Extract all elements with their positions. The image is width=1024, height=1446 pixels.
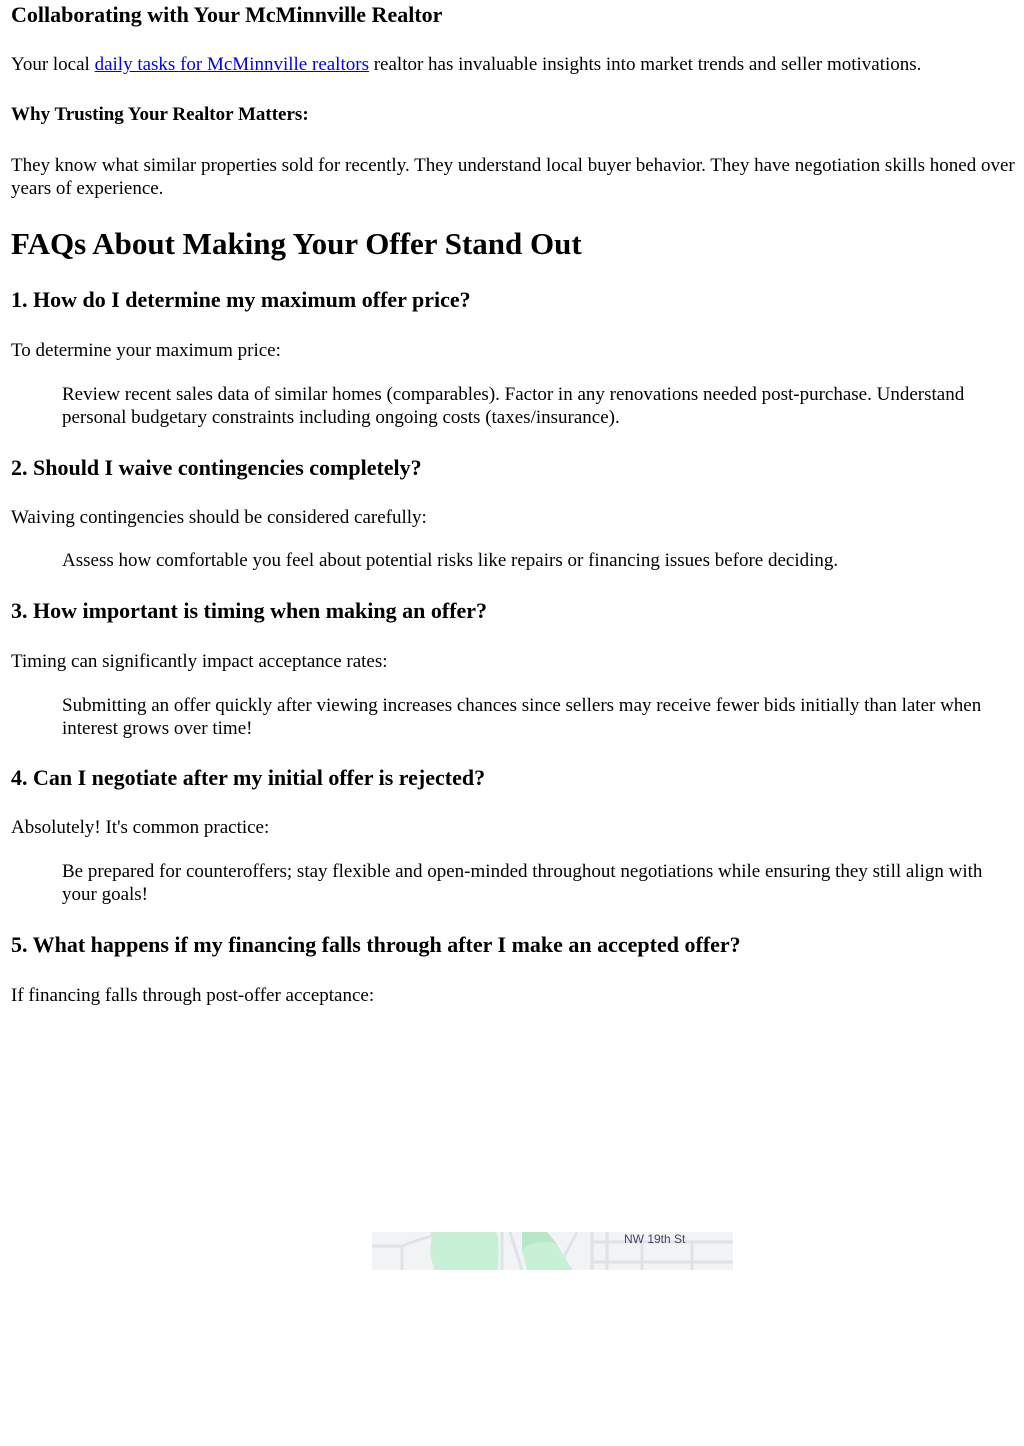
collab-intro <box>11 53 921 76</box>
faq-question-5: 5. What happens if my financing falls through after I make an accepted offer? <box>11 932 741 957</box>
faq-lead-5: If financing falls through post-offer acceptance: <box>11 985 375 1006</box>
collab-title: Collaborating with Your McMinnville Realtor <box>11 2 443 27</box>
faq-heading: FAQs About Making Your Offer Stand Out <box>11 226 582 261</box>
why-trusting-body: They know what similar properties sold for recently. They understand local buyer behavior. They have negotiation skills honed over years of experience. <box>11 155 1015 199</box>
faq-question-2: 2. Should I waive contingencies completely? <box>11 455 422 480</box>
map-park-1 <box>430 1232 499 1270</box>
faq-lead-1: To determine your maximum price: <box>11 340 281 361</box>
faq-lead-2: Waiving contingencies should be considered carefully: <box>11 507 427 528</box>
faq-detail-3: Submitting an offer quickly after viewing increases chances since sellers may receive fewer bids initially than later when interest grows over time! <box>62 695 982 739</box>
collab-intro-before: Your local <box>11 54 95 75</box>
daily-tasks-link[interactable]: daily tasks for McMinnville realtors <box>94 54 369 75</box>
faq-question-1: 1. How do I determine my maximum offer price? <box>11 287 471 312</box>
faq-detail-4: Be prepared for counteroffers; stay flexible and open-minded throughout negotiations while ensuring they still align with your goals! <box>62 861 983 905</box>
collab-intro-after: realtor has invaluable insights into market trends and seller motivations. <box>368 54 922 75</box>
faq-detail-2: Assess how comfortable you feel about potential risks like repairs or financing issues before deciding. <box>62 550 839 571</box>
faq-detail-1: Review recent sales data of similar homes (comparables). Factor in any renovations needed post-purchase. Understand personal budgetary constraints including ongoing costs (taxes/insurance). <box>62 384 965 428</box>
faq-lead-3: Timing can significantly impact acceptance rates: <box>11 651 388 672</box>
map-embed[interactable] <box>372 1232 733 1270</box>
faq-question-3: 3. How important is timing when making an offer? <box>11 598 488 623</box>
faq-question-4: 4. Can I negotiate after my initial offer is rejected? <box>11 765 486 790</box>
why-trusting-heading: Why Trusting Your Realtor Matters: <box>11 104 309 125</box>
map-street-label: NW 19th St <box>624 1232 686 1246</box>
faq-lead-4: Absolutely! It's common practice: <box>11 817 270 838</box>
